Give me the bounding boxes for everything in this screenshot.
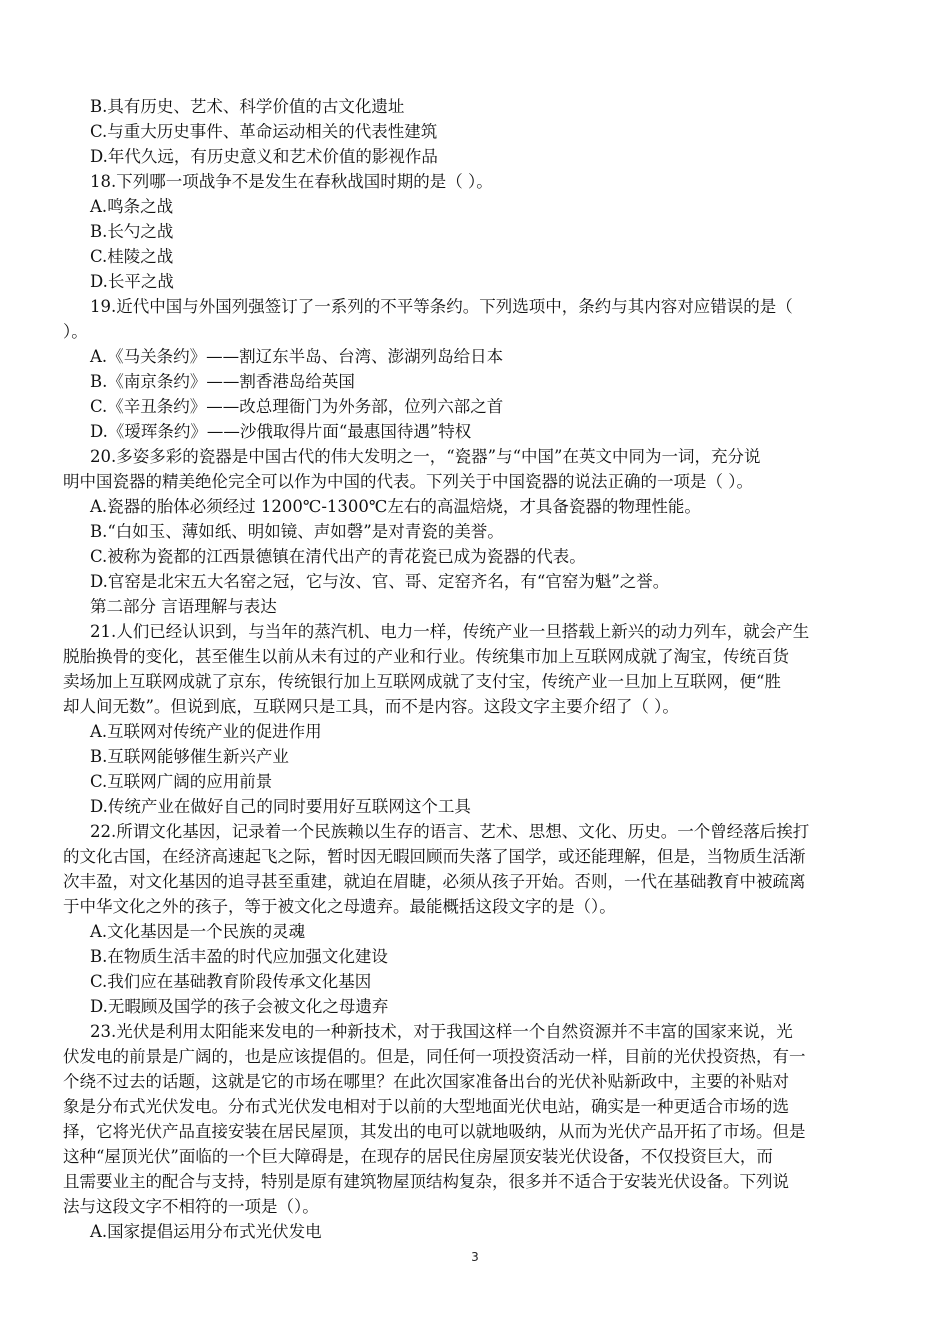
answer-option-line: A.瓷器的胎体必须经过 1200℃-1300℃左右的高温焙烧，才具备瓷器的物理性能。 xyxy=(90,497,701,516)
answer-option-line: A.互联网对传统产业的促进作用 xyxy=(90,722,322,741)
answer-option-line: A.文化基因是一个民族的灵魂 xyxy=(90,922,306,941)
answer-option-line: C.被称为瓷都的江西景德镇在清代出产的青花瓷已成为瓷器的代表。 xyxy=(90,547,586,566)
text-line: 的文化古国，在经济高速起飞之际，暂时因无暇回顾而失落了国学，或还能理解，但是，当物质生活渐 xyxy=(63,847,806,866)
text-line: 明中国瓷器的精美绝伦完全可以作为中国的代表。下列关于中国瓷器的说法正确的一项是（ ）。 xyxy=(63,472,753,491)
question-line: 20.多姿多彩的瓷器是中国古代的伟大发明之一，“瓷器”与“中国”在英文中同为一词，充分说 xyxy=(90,447,761,466)
answer-option-line: A.《马关条约》——割辽东半岛、台湾、澎湖列岛给日本 xyxy=(90,347,504,366)
answer-option-line: A.国家提倡运用分布式光伏发电 xyxy=(90,1222,322,1241)
answer-option-line: B.“白如玉、薄如纸、明如镜、声如磬”是对青瓷的美誉。 xyxy=(90,522,504,541)
answer-option-line: B.互联网能够催生新兴产业 xyxy=(90,747,289,766)
answer-option-line: D.官窑是北宋五大名窑之冠，它与汝、官、哥、定窑齐名，有“官窑为魁”之誉。 xyxy=(90,572,670,591)
answer-option-line: C.《辛丑条约》——改总理衙门为外务部，位列六部之首 xyxy=(90,397,504,416)
text-line: 这种“屋顶光伏”面临的一个巨大障碍是，在现存的居民住房屋顶安装光伏设备，不仅投资巨大，而 xyxy=(63,1147,773,1166)
text-line: 次丰盈，对文化基因的追寻甚至重建，就迫在眉睫，必须从孩子开始。否则，一代在基础教育中被疏离 xyxy=(63,872,806,891)
answer-option-line: D.无暇顾及国学的孩子会被文化之母遗弃 xyxy=(90,997,389,1016)
answer-option-line: D.《瑷珲条约》——沙俄取得片面“最惠国待遇”特权 xyxy=(90,422,472,441)
answer-option-line: B.具有历史、艺术、科学价值的古文化遗址 xyxy=(90,97,405,116)
answer-option-line: C.互联网广阔的应用前景 xyxy=(90,772,273,791)
text-line: 脱胎换骨的变化，甚至催生以前从未有过的产业和行业。传统集市加上互联网成就了淘宝，传统百货 xyxy=(63,647,789,666)
answer-option-line: B.《南京条约》——割香港岛给英国 xyxy=(90,372,355,391)
page-number: 3 xyxy=(471,1250,479,1264)
text-line: ）。 xyxy=(63,322,88,341)
question-line: 22.所谓文化基因，记录着一个民族赖以生存的语言、艺术、思想、文化、历史。一个曾经落后挨打 xyxy=(90,822,810,841)
text-line: 象是分布式光伏发电。分布式光伏发电相对于以前的大型地面光伏电站，确实是一种更适合市场的选 xyxy=(63,1097,789,1116)
answer-option-line: C.我们应在基础教育阶段传承文化基因 xyxy=(90,972,372,991)
question-line: 19.近代中国与外国列强签订了一系列的不平等条约。下列选项中，条约与其内容对应错误的是（ xyxy=(90,297,793,316)
answer-option-line: D.长平之战 xyxy=(90,272,174,291)
text-line: 却人间无数”。但说到底，互联网只是工具，而不是内容。这段文字主要介绍了（ ）。 xyxy=(63,697,679,716)
text-line: 卖场加上互联网成就了京东，传统银行加上互联网成就了支付宝，传统产业一旦加上互联网，便“胜 xyxy=(63,672,781,691)
question-line: 23.光伏是利用太阳能来发电的一种新技术，对于我国这样一个自然资源并不丰富的国家来说，光 xyxy=(90,1022,793,1041)
text-line: 个绕不过去的话题，这就是它的市场在哪里？在此次国家准备出台的光伏补贴新政中，主要的补贴对 xyxy=(63,1072,789,1091)
text-line: 法与这段文字不相符的一项是（）。 xyxy=(63,1197,319,1216)
text-line: 且需要业主的配合与支持，特别是原有建筑物屋顶结构复杂，很多并不适合于安装光伏设备。下列说 xyxy=(63,1172,789,1191)
document-page xyxy=(63,94,893,1244)
question-line: 21.人们已经认识到，与当年的蒸汽机、电力一样，传统产业一旦搭载上新兴的动力列车，就会产生 xyxy=(90,622,810,641)
answer-option-line: B.在物质生活丰盈的时代应加强文化建设 xyxy=(90,947,388,966)
text-line: 于中华文化之外的孩子，等于被文化之母遗弃。最能概括这段文字的是（）。 xyxy=(63,897,616,916)
question-line: 18.下列哪一项战争不是发生在春秋战国时期的是（ ）。 xyxy=(90,172,493,191)
answer-option-line: D.传统产业在做好自己的同时要用好互联网这个工具 xyxy=(90,797,471,816)
section-heading: 第二部分 言语理解与表达 xyxy=(90,597,277,616)
answer-option-line: A.鸣条之战 xyxy=(90,197,174,216)
answer-option-line: D.年代久远，有历史意义和艺术价值的影视作品 xyxy=(90,147,438,166)
text-line: 伏发电的前景是广阔的，也是应该提倡的。但是，同任何一项投资活动一样，目前的光伏投资热，有一 xyxy=(63,1047,806,1066)
answer-option-line: B.长勺之战 xyxy=(90,222,174,241)
answer-option-line: C.桂陵之战 xyxy=(90,247,174,266)
answer-option-line: C.与重大历史事件、革命运动相关的代表性建筑 xyxy=(90,122,438,141)
text-line: 择，它将光伏产品直接安装在居民屋顶，其发出的电可以就地吸纳，从而为光伏产品开拓了市场。但是 xyxy=(63,1122,806,1141)
